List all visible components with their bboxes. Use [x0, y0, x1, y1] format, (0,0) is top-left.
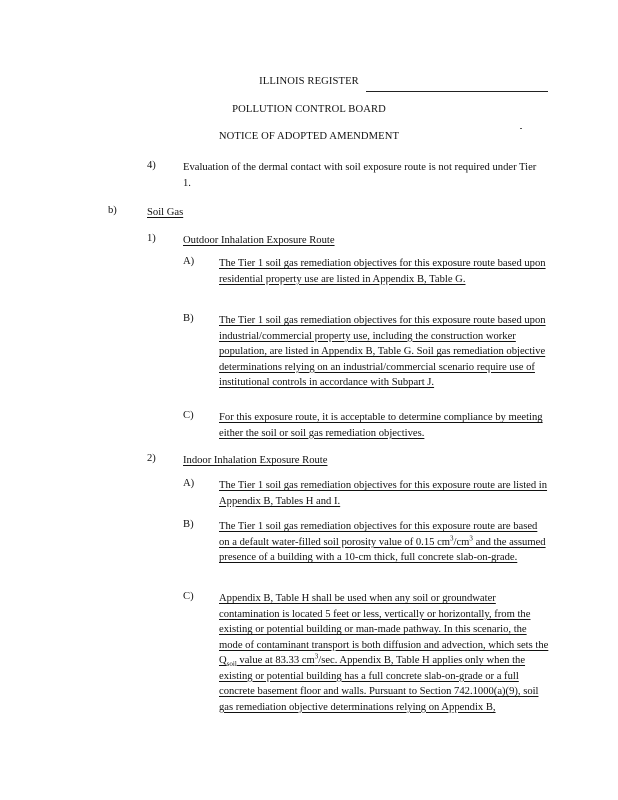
item-1c-text: For this exposure route, it is acceptable to determine compliance by meeting either the soil or soil gas remediation objectives. [219, 412, 543, 439]
item-2-title: Indoor Inhalation Exposure Route [183, 455, 328, 466]
item-2c-text: Appendix B, Table H shall be used when any soil or groundwater contamination is located 5 feet or less, vertically or horizontally, from the existing or potential building or man-made pathway. In this scenario, the mode of contaminant transport is both diffusion and advection, which sets the $Q_{soil}$ value at 83.33 $cm^3/\sec$. Appendix B, Table H applies only when the existing or potential building has a full concrete slab-on-grade or a full concrete basement floor and walls. Pursuant to Section 742.1000(a)(9), soil gas remediation objective determinations relying on Appendix B, [219, 593, 549, 713]
header-rule [366, 91, 548, 92]
scan-mark [520, 128, 522, 129]
item-2-number: 2) [147, 453, 156, 464]
item-1b-text: The Tier 1 soil gas remediation objectives for this exposure route based upon industrial/commercial property use, including the construction worker population, are listed in Appendix B, Table G. Soil gas remediation objective determinations relying on an industrial/commercial scenario require use of institutional controls in accordance with Subpart J. [219, 315, 546, 388]
item-4-number: 4) [147, 160, 156, 171]
item-2c-number: C) [183, 591, 194, 602]
section-b-title: Soil Gas [147, 207, 184, 218]
item-1a-number: A) [183, 256, 195, 267]
item-1-number: 1) [147, 233, 156, 244]
register-title: ILLINOIS REGISTER [259, 76, 359, 87]
item-2a-number: A) [183, 478, 195, 489]
item-1c-number: C) [183, 410, 194, 421]
item-2a-text: The Tier 1 soil gas remediation objectives for this exposure route are listed in Appendix B, Tables H and I. [219, 480, 548, 507]
item-1a-text: The Tier 1 soil gas remediation objectives for this exposure route based upon residential property use are listed in Appendix B, Table G. [219, 258, 546, 285]
item-2b-number: B) [183, 519, 194, 530]
section-b-number: b) [108, 205, 117, 216]
item-2b-text: The Tier 1 soil gas remediation objectives for this exposure route are based on a default water-filled soil porosity value of 0.15 $cm^3/cm^3$ and the assumed presence of a building with a 10-cm thick, full concrete slab-on-grade. [219, 521, 546, 563]
item-1-title: Outdoor Inhalation Exposure Route [183, 235, 335, 246]
item-4-text: Evaluation of the dermal contact with soil exposure route is not required under Tier 1. [183, 162, 537, 189]
item-1b-number: B) [183, 313, 194, 324]
board-title: POLLUTION CONTROL BOARD [232, 104, 386, 115]
notice-title: NOTICE OF ADOPTED AMENDMENT [218, 131, 400, 142]
